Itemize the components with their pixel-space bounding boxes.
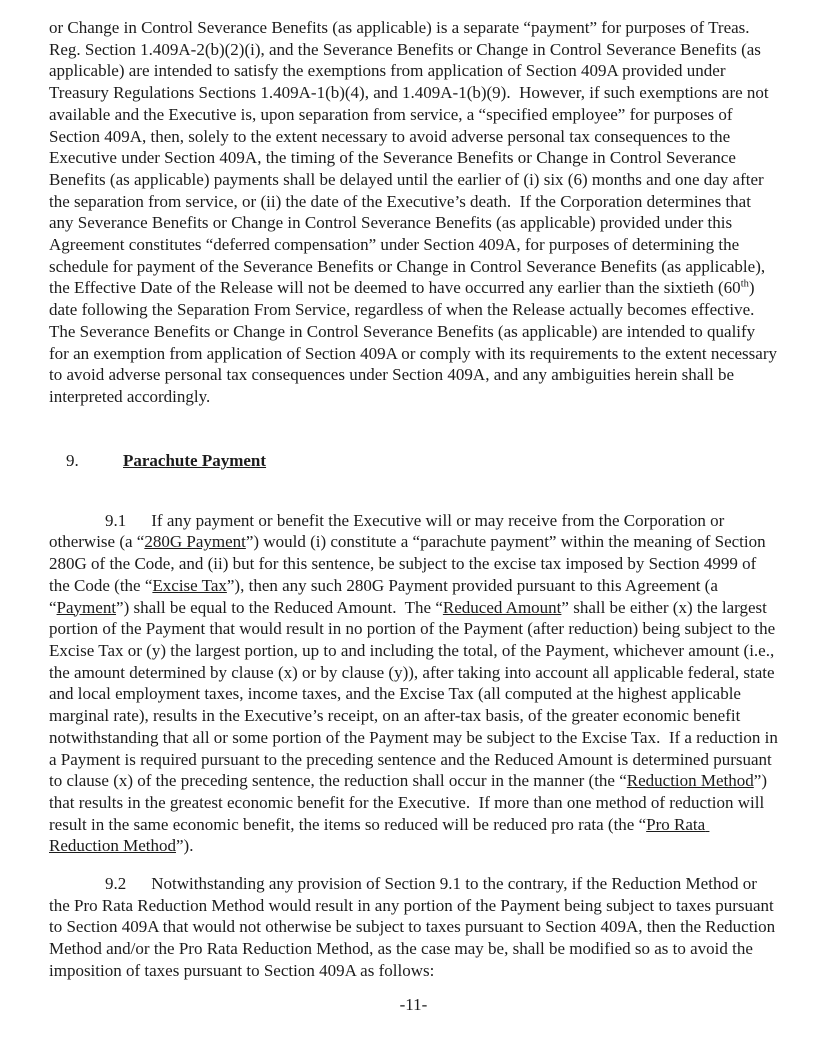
section-heading: [49, 429, 778, 494]
section-title: Parachute Payment: [123, 451, 267, 471]
text-run: Pro Rata Reduction Method: [49, 814, 710, 856]
text-run: ” shall be either (x) the largest portion of the Payment that would result in no portion of the Payment (after reduction) being subject to the Excise Tax or (y) the largest portion, up to and including the total, of the Payment, whichever amount (i.e., the amount determined by clause (x) or by clause (y)), after taking into account all applicable federal, state and local employment taxes, income taxes, and the Excise Tax (all computed at the highest applicable marginal rate), results in the Executive’s receipt, on an after-tax basis, of the greater economic benefit notwithstanding that all or some portion of the Payment may be subject to the Excise Tax. If a reduction in a Payment is required pursuant to the preceding sentence and the Reduced Amount is determined pursuant to clause (x) of the preceding sentence, the reduction shall occur in the manner (the “: [49, 597, 783, 791]
continuation-paragraph: [49, 17, 782, 408]
text-run: ”) would (i) constitute a “parachute payment” within the meaning of Section 280G of the Code, and (ii) but for this sentence, be subject to the excise tax imposed by Section 4999 of the Code (the “: [49, 532, 770, 595]
text-run: Excise Tax: [152, 575, 227, 595]
text-run: or Change in Control Severance Benefits (as applicable) is a separate “payment” for purposes of Treas. Reg. Section 1.409A-2(b)(2)(i), and the Severance Benefits or Change in Control Severance Benefits (as applicable) are intended to satisfy the exemptions from application of Section 409A provided under Treasury Regulations Sections 1.409A-1(b)(4), and 1.409A-1(b)(9). However, if such exemptions are not available and the Executive is, upon separation from service, a “specified employee” for purposes of Section 409A, then, solely to the extent necessary to avoid adverse personal tax consequences to the Executive under Section 409A, the timing of the Severance Benefits or Change in Control Severance Benefits (as applicable) payments shall be delayed until the earlier of (i) six (6) months and one day after the separation from service, or (ii) the date of the Executive’s death. If the Corporation determines that any Severance Benefits or Change in Control Severance Benefits (as applicable) provided under this Agreement constitutes “deferred compensation” under Section 409A, for purposes of determining the schedule for payment of the Severance Benefits or Change in Control Severance Benefits (as applicable), the Effective Date of the Release will not be deemed to have occurred any earlier than the sixtieth (60: [49, 18, 773, 298]
text-run: Reduced Amount: [442, 597, 562, 617]
text-run: If any payment or benefit the Executive will or may receive from the Corporation or otherwise (a “: [49, 510, 729, 552]
text-run: 9.1: [105, 510, 127, 530]
text-run: th: [740, 278, 749, 290]
text-run: ”) that results in the greatest economic benefit for the Executive. If more than one method of reduction will result in the same economic benefit, the items so reduced will be reduced pro rata (the “: [49, 771, 772, 834]
page-number: -11-: [399, 994, 428, 1014]
text-run: ”), then any such 280G Payment provided pursuant to this Agreement (a “: [49, 575, 723, 617]
section-number: 9.: [66, 451, 79, 471]
text-run: ) date following the Separation From Service, regardless of when the Release actually becomes effective. The Severance Benefits or Change in Control Severance Benefits (as applicable) are intended to qualify for an exemption from application of Section 409A or comply with its requirements to the extent necessary to avoid adverse personal tax consequences under Section 409A, and any ambiguities herein shall be interpreted accordingly.: [49, 278, 782, 406]
paragraph-9-2: [49, 873, 778, 982]
text-run: Payment: [56, 597, 117, 617]
text-run: Notwithstanding any provision of Section 9.1 to the contrary, if the Reduction Method or the Pro Rata Reduction Method would result in any portion of the Payment being subject to taxes pursuant to Section 409A that would not otherwise be subject to taxes pursuant to Section 409A, then the Reduction Method and/or the Pro Rata Reduction Method, as the case may be, shall be modified so as to avoid the imposition of taxes pursuant to Section 409A as follows:: [49, 874, 780, 980]
heading-spacer: [49, 494, 778, 510]
text-run: 9.2: [105, 874, 127, 894]
text-run: ”).: [176, 836, 194, 856]
paragraph-spacer: [49, 857, 778, 873]
text-run: ”) shall be equal to the Reduced Amount. The “: [116, 597, 443, 617]
text-run: 280G Payment: [144, 532, 246, 552]
paragraph-9-1: [49, 510, 783, 857]
text-run: Reduction Method: [626, 771, 754, 791]
